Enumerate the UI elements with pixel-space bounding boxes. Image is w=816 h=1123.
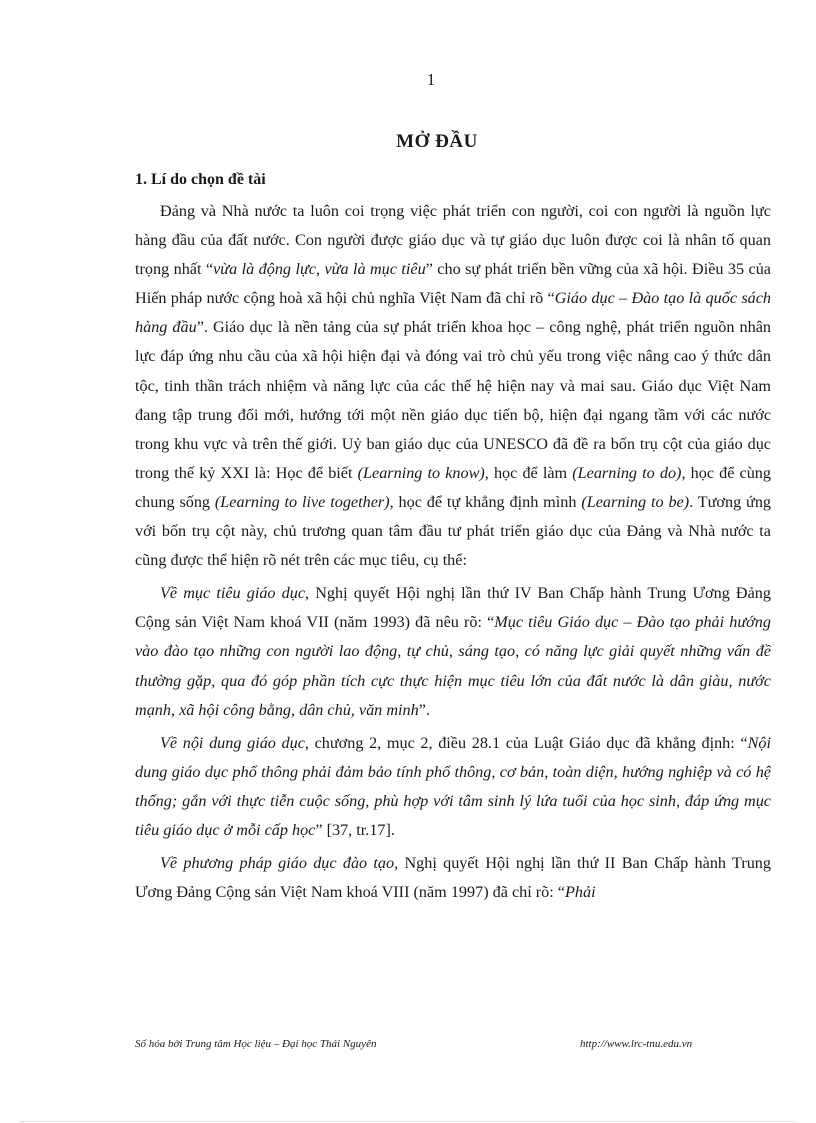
text-run: , học để cùng chung sống [135, 463, 771, 511]
text-run: , Nghị quyết Hội nghị lần thứ II Ban Chấp hành Trung Ương Đảng Cộng sản Việt Nam khoá VIII (năm 1997) đã chỉ rõ: “ [135, 854, 771, 902]
paragraph [135, 579, 771, 724]
italic-text-run: Về nội dung giáo dục [160, 733, 305, 752]
text-run: ”. Giáo dục là nền tảng của sự phát triển khoa học – công nghệ, phát triển nguồn nhân lực đáp ứng nhu cầu của xã hội hiện đại và đóng vai trò chủ yếu trong việc nâng cao ý thức dân tộc, tinh thần trách nhiệm và năng lực của các thế hệ hiện nay và mai sau. Giáo dục Việt Nam đang tập trung đổi mới, hướng tới một nền giáo dục tiến bộ, hiện đại ngang tầm với các nước trong khu vực và trên thế giới. Uỷ ban giáo dục của UNESCO đã đề ra bốn trụ cột của giáo dục trong thế kỷ XXI là: Học để biết [135, 318, 771, 482]
italic-text-run: vừa là động lực, vừa là mục tiêu [213, 260, 426, 279]
paragraph [135, 729, 771, 845]
text-run: , Nghị quyết Hội nghị lần thứ IV Ban Chấp hành Trung Ương Đảng Cộng sản Việt Nam khoá VII (năm 1993) đã nêu rõ: “ [135, 584, 771, 632]
text-run: ” cho sự phát triển bền vững của xã hội. Điều 35 của Hiến pháp nước cộng hoà xã hội chủ nghĩa Việt Nam đã chỉ rõ “ [135, 260, 771, 308]
page-edge-divider [20, 1121, 796, 1122]
text-run: ”. [418, 700, 430, 719]
paragraph [135, 197, 771, 575]
footer-url: http://www.lrc-tnu.edu.vn [580, 1038, 693, 1050]
page-title: MỞ ĐẦU [396, 131, 478, 152]
italic-text-run: Về phương pháp giáo dục đào tạo [160, 854, 395, 873]
italic-text-run: Mục tiêu Giáo dục – Đào tạo phải hướng vào đào tạo những con người lao động, tự chủ, sáng tạo, có năng lực giải quyết những vấn đề thường gặp, qua đó góp phần tích cực thực hiện mục tiêu lớn của đất nước là dân giàu, nước mạnh, xã hội công bằng, dân chủ, văn minh [135, 613, 771, 719]
italic-text-run: Nội dung giáo dục phổ thông phải đảm bảo tính phổ thông, cơ bản, toàn diện, hướng nghiệp và có hệ thống; gắn với thực tiễn cuộc sống, phù hợp với tâm sinh lý lứa tuổi của học sinh, đáp ứng mục tiêu giáo dục ở mỗi cấp học [135, 733, 771, 839]
italic-text-run: Về mục tiêu giáo dục [160, 584, 306, 603]
footer-source: Số hóa bởi Trung tâm Học liệu – Đại học Thái Nguyên [135, 1038, 377, 1050]
text-run: . Tương ứng với bốn trụ cột này, chủ trương quan tâm đầu tư phát triển giáo dục của Đảng và Nhà nước ta cũng được thể hiện rõ nét trên các mục tiêu, cụ thể: [135, 492, 772, 570]
italic-text-run: Giáo dục – Đào tạo là quốc sách hàng đầu [135, 289, 771, 337]
text-run: , học để tự khẳng định mình [389, 492, 582, 511]
italic-text-run: (Learning to be) [581, 492, 690, 511]
italic-text-run: (Learning to live together) [214, 492, 390, 511]
text-run: ” [37, tr.17]. [315, 820, 395, 839]
section-heading: 1. Lí do chọn đề tài [135, 171, 266, 188]
italic-text-run: (Learning to do) [572, 463, 682, 482]
text-run: , chương 2, mục 2, điều 28.1 của Luật Giáo dục đã khẳng định: “ [304, 733, 748, 752]
text-run: Đảng và Nhà nước ta luôn coi trọng việc phát triển con người, coi con người là nguồn lực hàng đầu của đất nước. Con người được giáo dục và tự giáo dục luôn được coi là nhân tố quan trọng nhất “ [135, 202, 771, 279]
body-text [135, 197, 771, 907]
page-number: 1 [426, 70, 436, 89]
italic-text-run: (Learning to know) [357, 463, 485, 482]
text-run: , học để làm [484, 463, 573, 482]
italic-text-run: Phải [565, 883, 596, 902]
paragraph [135, 849, 771, 907]
